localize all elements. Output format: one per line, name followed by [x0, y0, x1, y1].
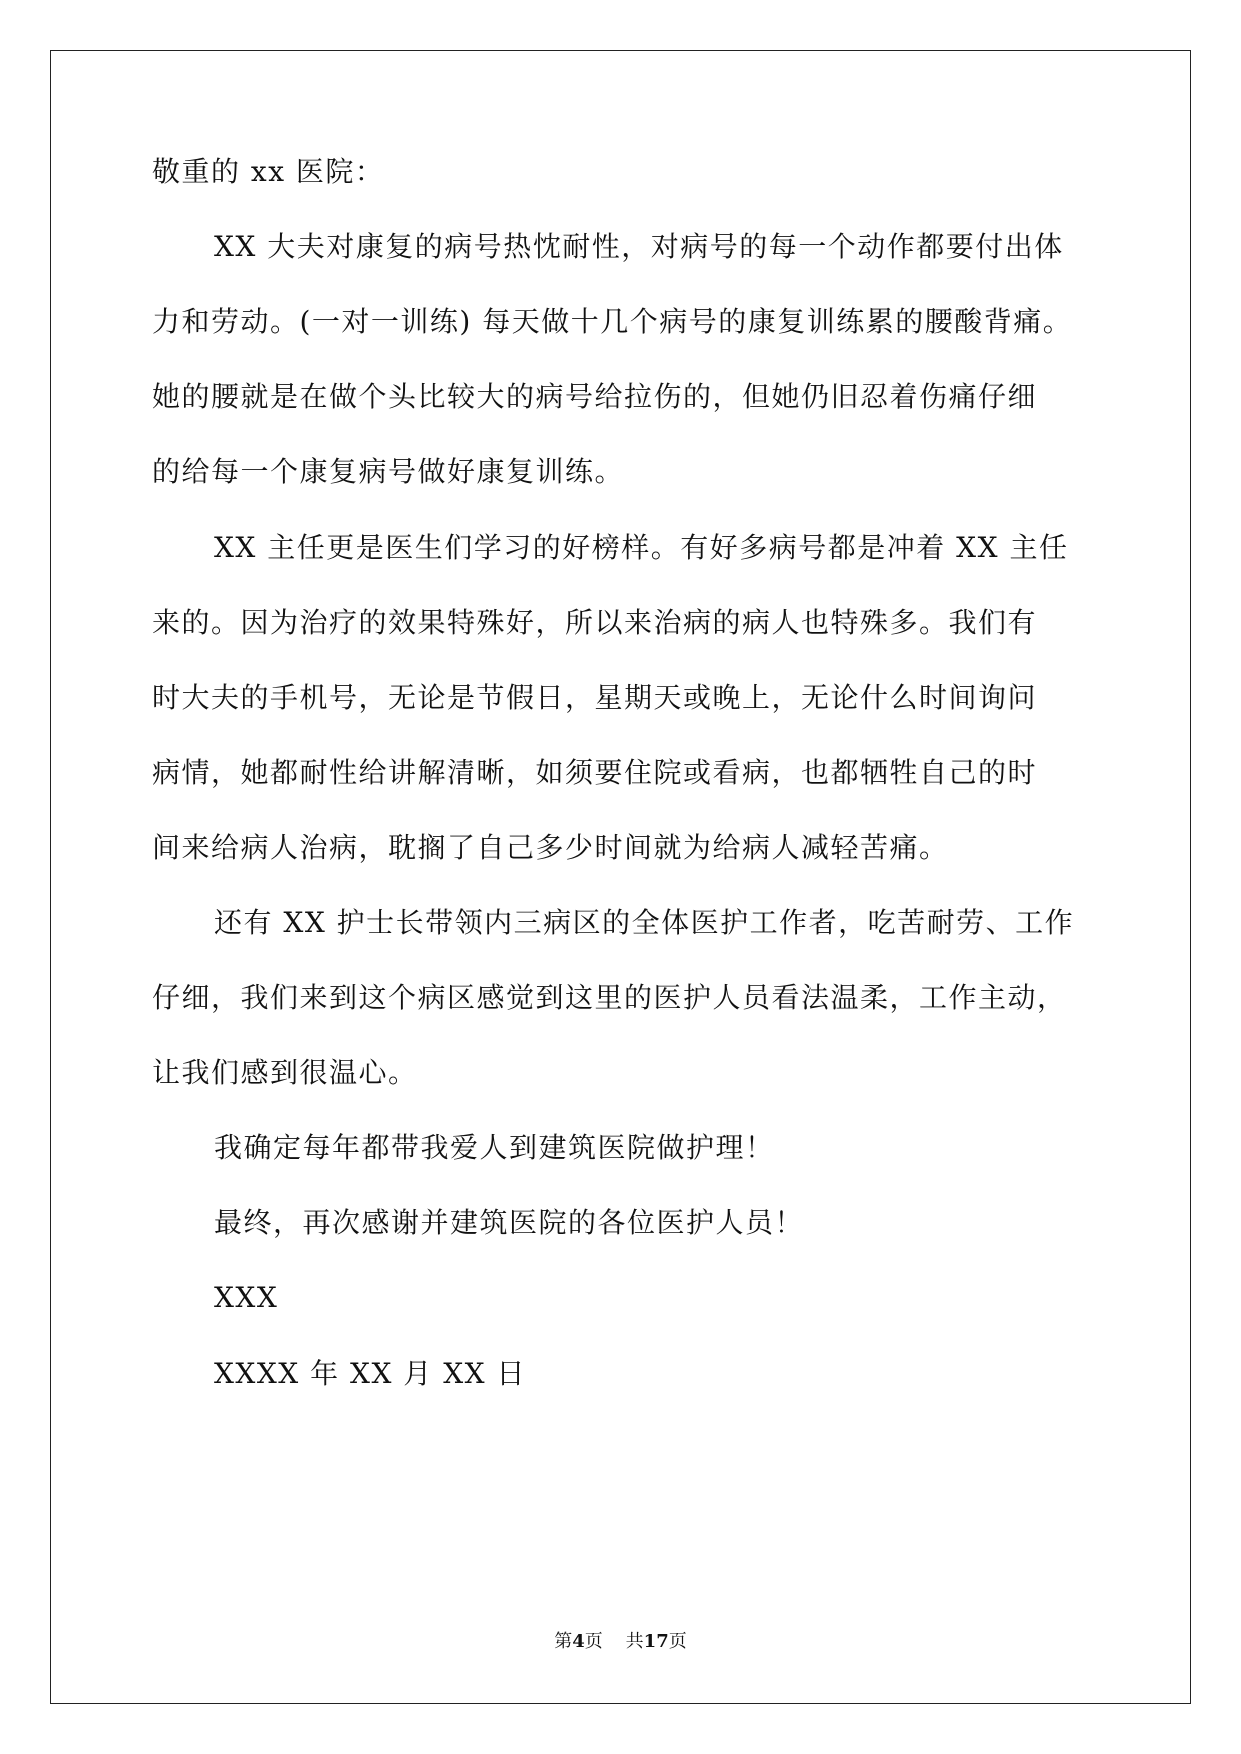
paragraph-4: 我确定每年都带我爱人到建筑医院做护理！ [214, 1131, 775, 1164]
paragraph-1-line-3: 她的腰就是在做个头比较大的病号给拉伤的，但她仍旧忍着伤痛仔细 [152, 380, 1038, 413]
total-page-count: 17 [643, 1631, 669, 1652]
footer-mid: 页 共 [584, 1631, 644, 1652]
date: XXXX 年 XX 月 XX 日 [214, 1357, 526, 1390]
paragraph-3-line-2: 仔细，我们来到这个病区感觉到这里的医护人员看法温柔，工作主动， [152, 981, 1067, 1014]
paragraph-2-line-5: 间来给病人治病，耽搁了自己多少时间就为给病人减轻苦痛。 [152, 831, 949, 864]
page-footer [0, 1630, 1241, 1654]
paragraph-2-line-2: 来的。因为治疗的效果特殊好，所以来治病的病人也特殊多。我们有 [152, 606, 1038, 639]
paragraph-3-line-1: 还有 XX 护士长带领内三病区的全体医护工作者，吃苦耐劳、工作 [214, 906, 1075, 939]
current-page-number: 4 [572, 1631, 585, 1652]
paragraph-1-line-2: 力和劳动。(一对一训练) 每天做十几个病号的康复训练累的腰酸背痛。 [152, 305, 1073, 338]
signature: XXX [214, 1281, 279, 1314]
page-border [50, 50, 1191, 1704]
paragraph-5: 最终，再次感谢并建筑医院的各位医护人员！ [214, 1206, 805, 1239]
paragraph-3-line-3: 让我们感到很温心。 [152, 1056, 418, 1089]
paragraph-1-line-1: XX 大夫对康复的病号热忱耐性，对病号的每一个动作都要付出体 [214, 230, 1064, 263]
paragraph-1-line-4: 的给每一个康复病号做好康复训练。 [152, 455, 625, 488]
paragraph-2-line-1: XX 主任更是医生们学习的好榜样。有好多病号都是冲着 XX 主任 [214, 531, 1069, 564]
footer-prefix: 第 [554, 1631, 573, 1652]
footer-suffix: 页 [668, 1631, 687, 1652]
paragraph-2-line-4: 病情，她都耐性给讲解清晰，如须要住院或看病，也都牺牲自己的时 [152, 756, 1038, 789]
salutation: 敬重的 xx 医院： [152, 155, 385, 188]
paragraph-2-line-3: 时大夫的手机号，无论是节假日，星期天或晚上，无论什么时间询问 [152, 681, 1038, 714]
